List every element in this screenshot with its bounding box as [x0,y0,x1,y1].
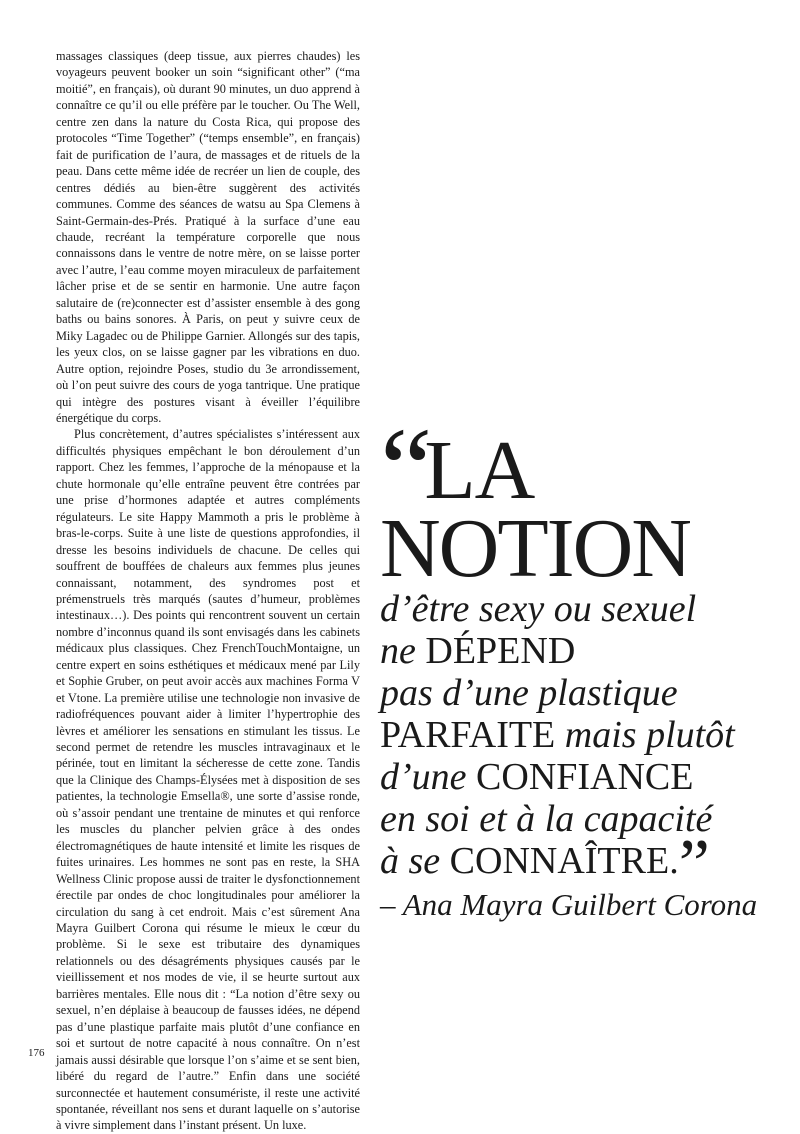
pull-quote-line [380,630,770,672]
page-number: 176 [28,1047,45,1059]
pull-quote-line: en soi et à la capacité [380,798,713,840]
pull-quote-italic-text: mais plutôt [555,714,735,756]
pull-quote-first-line [380,403,770,534]
pull-quote-italic-text: à se [380,840,450,882]
pull-quote-italic-text: d’une [380,756,477,798]
article-body-column [56,48,360,1134]
pull-quote-line [380,714,770,756]
open-quote-mark: “ [380,403,425,534]
pull-quote-caps-text: PARFAITE [380,714,556,756]
close-quote-mark: ” [678,826,704,903]
article-paragraph: massages classiques (deep tissue, aux pierres chaudes) les voyageurs peuvent booker un soin “significant other” (“ma moitié”, en français), où durant 90 minutes, un duo apprend à connaître ce qu’il ou elle préfère par le toucher. Ou The Well, centre zen dans la nature du Costa Rica, qui propose des protocoles “Time Together” (“temps ensemble”, en français) fait de purification de l’aura, de massages et de rituels de la peau. Dans cette même idée de recréer un lien de couple, des centres dédiés au bien-être suggèrent des activités communes. Comme des séances de watsu au Spa Clemens à Saint-Germain-des-Prés. Pratiqué à la surface d’une eau chaude, recréant la température corporelle que nous connaissons dans le ventre de notre mère, on se laisse porter avec l’autre, l’eau comme moyen miraculeux de parfaitement lâcher prise et de se sentir en harmonie. Une autre façon salutaire de (re)connecter est d’assister ensemble à des gong baths ou bains sonores. À Paris, on peut y suivre ceux de Miky Lagadec ou de Philippe Garnier. Allongés sur des tapis, les yeux clos, on se laisse gagner par les vibrations en duo. Autre option, rejoindre Poses, studio du 3e arrondissement, où l’on peut suivre des cours de yoga tantrique. Une pratique qui intègre des postures visant à éveiller l’équilibre énergétique du corps. [56,49,360,425]
article-paragraph: Plus concrètement, d’autres spécialistes s’intéressent aux difficultés physiques empêchant le bon déroulement d’un rapport. Chez les femmes, l’approche de la ménopause et la chute hormonale qu’elle entraîne peuvent être contrées par une prise d’hormones adaptée et autres compléments régulateurs. Le site Happy Mammoth a pris le problème à bras-le-corps. Suite à une liste de questions approfondies, il dresse les besoins individuels de chacune. De celles qui souffrent de bouffées de chaleurs aux femmes plus jeunes connaissant, notamment, des syndromes post et prémenstruels très marqués (sautes d’humeur, problèmes intestinaux…). Des points qui rencontrent souvent un certain nombre d’inconnus quand ils sont envisagés dans les cabinets médicaux plus classiques. Chez FrenchTouchMontaigne, un centre expert en soins esthétiques et médicaux mené par Lily et Sophie Gruber, on peut avoir accès aux machines Forma V et Vtone. La première utilise une technologie non invasive de radiofréquences pouvant aider à limiter l’hypertrophie des lèvres et améliorer les sensations en stimulant les tissus. Le second permet de retendre les muscles intravaginaux et le périnée, tout en limitant la sécheresse de cette zone. Tandis que la Clinique des Champs-Élysées met à disposition de ses patientes, la technologie Emsella®, une sorte d’assise ronde, où s’assoir pendant une trentaine de minutes et qui renforce les muscles du plancher pelvien grâce à des ondes électromagnétiques de haute intensité et limite les risques de fuites urinaires. Les hommes ne sont pas en reste, la SHA Wellness Clinic propose aussi de traiter le dysfonctionnement érectile par ondes de choc longitudinales pour améliorer la circulation du sang à cet endroit. Mais c’est sûrement Ana Mayra Guilbert Corona qui résume le mieux le cœur du problème. Si le sexe est tributaire des dynamiques relationnels ou des désagréments physiques causés par le vieillissement et nos modes de vie, il se heurte surtout aux barrières mentales. Elle nous dit : “La notion d’être sexy ou sexuel, n’en déplaise à beaucoup de fausses idées, ne dépend pas d’une plastique parfaite mais plutôt d’une confiance en soi et surtout de notre capacité à nous connaître. On n’est jamais aussi désirable que lorsque l’on s’aime et se sent bien, libéré du regard de l’autre.” Enfin dans une société surconnectée et hautement consumériste, il reste une activité spontanée, réveillant nos sens et durant laquelle on s’autorise à vivre simplement dans l’instant présent. Un luxe. [56,427,360,1133]
pull-quote-word-notion: NOTION [380,502,690,595]
pull-quote-caps-text: DÉPEND [425,630,576,672]
pull-quote-italic-text: ne [380,630,426,672]
pull-quote [380,403,770,922]
pull-quote-attribution: – Ana Mayra Guilbert Corona [380,887,758,922]
pull-quote-caps-text: CONFIANCE [476,756,694,798]
pull-quote-line [380,826,770,903]
pull-quote-line: d’être sexy ou sexuel [380,588,697,630]
pull-quote-line [380,756,770,798]
pull-quote-word-la: LA [424,424,535,517]
pull-quote-caps-text: CONNAÎTRE. [449,840,679,882]
pull-quote-line: pas d’une plastique [380,672,678,714]
